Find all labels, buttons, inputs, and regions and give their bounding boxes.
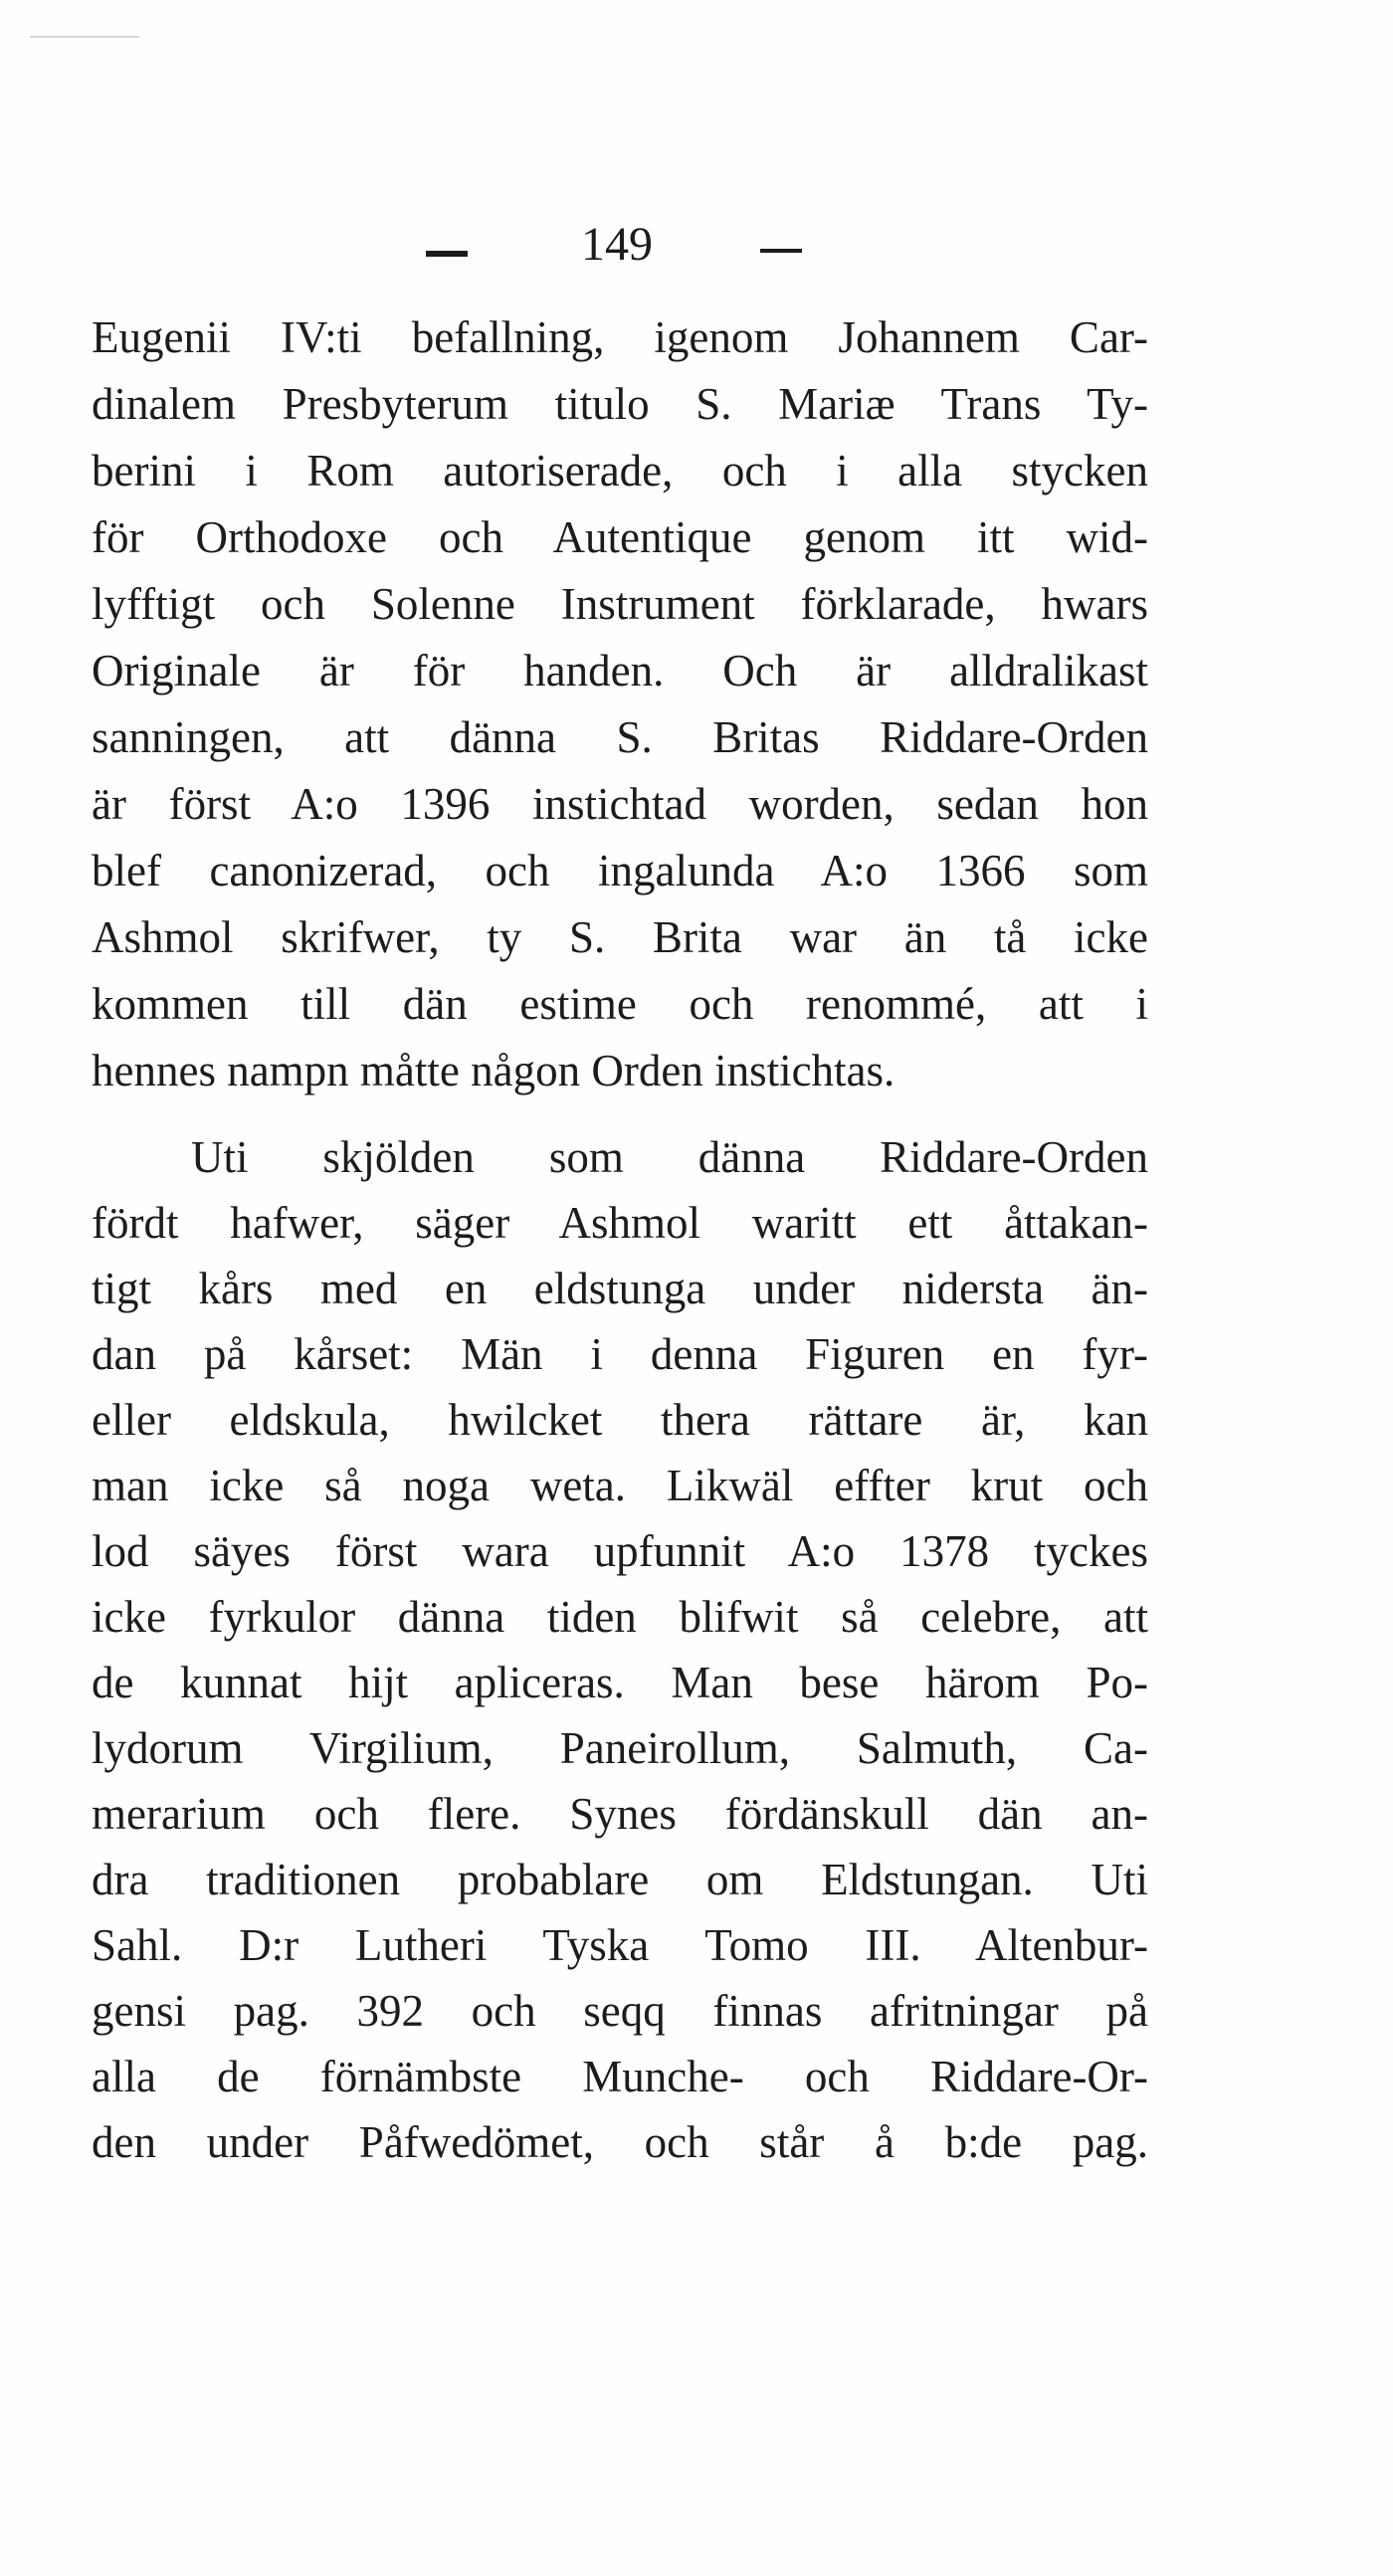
text-line: dan på kårset: Män i denna Figuren en fyr- (92, 1329, 1148, 1379)
text-line: tigt kårs med en eldstunga under nidersta än- (92, 1264, 1148, 1313)
page-body (92, 304, 1148, 2175)
text-line: hennes nampn måtte någon Orden instichtas. (92, 1046, 896, 1095)
text-line: man icke så noga weta. Likwäl effter krut och (92, 1461, 1148, 1510)
text-line: berini i Rom autoriserade, och i alla stycken (92, 446, 1148, 495)
text-line: Originale är för handen. Och är alldralikast (92, 646, 1148, 695)
paragraph-1 (92, 304, 1148, 1104)
text-line: blef canonizerad, och ingalunda A:o 1366 som (92, 846, 1148, 895)
text-line: fördt hafwer, säger Ashmol waritt ett åttakan- (92, 1198, 1148, 1248)
text-line: icke fyrkulor dänna tiden blifwit så celebre, att (92, 1592, 1148, 1642)
paragraph-gap (92, 1104, 1148, 1124)
paragraph-2 (92, 1124, 1148, 2175)
text-line: Eugenii IV:ti befallning, igenom Johannem Car- (92, 312, 1148, 362)
text-line: lyfftigt och Solenne Instrument förklarade, hwars (92, 579, 1148, 629)
text-line: merarium och flere. Synes fördänskull dän an- (92, 1789, 1148, 1839)
page-number: 149 (581, 218, 653, 271)
text-line: lod säyes först wara upfunnit A:o 1378 tyckes (92, 1526, 1148, 1576)
text-line: lydorum Virgilium, Paneirollum, Salmuth, Ca- (92, 1723, 1148, 1773)
text-line: de kunnat hijt apliceras. Man bese härom Po- (92, 1658, 1148, 1707)
text-line: kommen till dän estime och renommé, att i (92, 979, 1148, 1029)
page-edge-mark (30, 36, 139, 38)
text-line: Sahl. D:r Lutheri Tyska Tomo III. Altenbur- (92, 1920, 1148, 1970)
header-dash-right (760, 249, 802, 253)
text-line: dra traditionen probablare om Eldstungan. Uti (92, 1855, 1148, 1904)
text-line: för Orthodoxe och Autentique genom itt wid- (92, 512, 1148, 562)
text-line: alla de förnämbste Munche- och Riddare-Or- (92, 2052, 1148, 2101)
text-line: Uti skjölden som dänna Riddare-Orden (191, 1132, 1148, 1182)
text-line: eller eldskula, hwilcket thera rättare är, kan (92, 1395, 1148, 1445)
text-line: Ashmol skrifwer, ty S. Brita war än tå icke (92, 912, 1148, 962)
text-line: den under Påfwedömet, och står å b:de pag. (92, 2117, 1148, 2167)
header-dash-left (426, 251, 468, 257)
text-line: gensi pag. 392 och seqq finnas afritningar på (92, 1986, 1148, 2036)
text-line: är först A:o 1396 instichtad worden, sedan hon (92, 779, 1148, 829)
text-line: sanningen, att dänna S. Britas Riddare-Orden (92, 712, 1148, 762)
text-line: dinalem Presbyterum titulo S. Mariæ Trans Ty- (92, 379, 1148, 429)
page-header (0, 211, 1393, 281)
